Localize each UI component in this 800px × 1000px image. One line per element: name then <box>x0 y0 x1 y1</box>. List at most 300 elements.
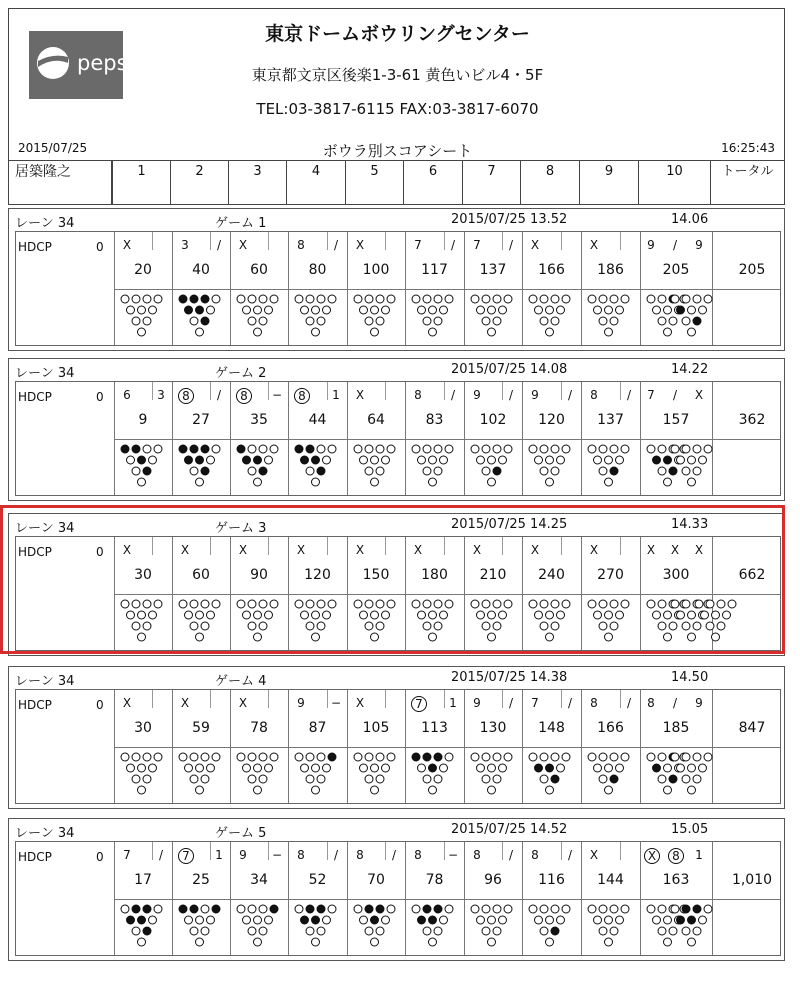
game-2 <box>8 358 785 501</box>
frame-1-ball-2 <box>154 696 168 710</box>
pin-6 <box>557 306 565 314</box>
frame-5-score: 105 <box>362 720 390 736</box>
pin-6 <box>616 916 624 924</box>
pin-7 <box>248 775 256 783</box>
frame-3-ball-1: X <box>238 238 248 252</box>
pin-2 <box>693 905 701 913</box>
frame-9-ball-1: X <box>589 238 599 252</box>
pin-5 <box>196 916 204 924</box>
ball-divider <box>561 382 562 400</box>
pin-3 <box>270 753 278 761</box>
pin-diagram <box>470 294 514 342</box>
bowler-name: 居築隆之 <box>8 160 112 205</box>
frame-number-9: 9 <box>579 160 639 205</box>
pin-7 <box>423 927 431 935</box>
pin-7 <box>248 467 256 475</box>
pin-4 <box>535 764 543 772</box>
pin-5 <box>688 916 696 924</box>
pin-4 <box>594 916 602 924</box>
pin-2 <box>376 295 384 303</box>
ball-divider <box>620 232 621 250</box>
pin-1 <box>599 445 607 453</box>
frame-5-ball-1: X <box>355 238 365 252</box>
frame-6-ball-2: 1 <box>449 696 457 710</box>
pin-8 <box>693 927 701 935</box>
pin-1 <box>365 905 373 913</box>
pin-6 <box>149 916 157 924</box>
pin-2 <box>434 905 442 913</box>
pin-6 <box>382 764 390 772</box>
frame-6-ball-2: / <box>450 238 456 252</box>
frame-8-ball-2 <box>563 238 577 252</box>
pin-4 <box>535 456 543 464</box>
frame-6-score: 83 <box>425 412 444 428</box>
pin-4 <box>418 306 426 314</box>
pin-8 <box>551 927 559 935</box>
frame-9-ball-1: X <box>589 543 599 557</box>
pin-7 <box>540 317 548 325</box>
pin-diagram <box>528 294 572 342</box>
pin-7 <box>365 467 373 475</box>
game-end: 14.33 <box>671 517 709 532</box>
frame-2-score: 59 <box>192 720 210 736</box>
ball-divider <box>385 232 386 250</box>
pin-8 <box>143 317 151 325</box>
frame-1-ball-2: 3 <box>157 388 165 402</box>
pin-9 <box>312 938 320 946</box>
pin-diagram-svg <box>294 444 338 488</box>
game-1 <box>8 208 785 351</box>
pin-diagram <box>528 904 572 952</box>
pin-5 <box>688 456 696 464</box>
pin-3 <box>621 753 629 761</box>
hdcp-label: HDCP <box>18 545 52 559</box>
pin-9 <box>488 938 496 946</box>
pin-5 <box>138 456 146 464</box>
pin-diagram-svg <box>236 294 280 338</box>
pin-0 <box>529 905 537 913</box>
pin-5 <box>312 916 320 924</box>
pin-1 <box>658 905 666 913</box>
pin-5 <box>488 916 496 924</box>
pin-9 <box>254 478 262 486</box>
pin-6 <box>499 456 507 464</box>
frame-1-ball-1: X <box>122 696 132 710</box>
pin-3 <box>154 445 162 453</box>
pin-4 <box>301 456 309 464</box>
frame-10-ball-1: X <box>646 543 656 557</box>
pin-9 <box>546 786 554 794</box>
frame-1-score: 30 <box>134 720 152 736</box>
ball-divider <box>268 382 269 400</box>
frame-2-score: 60 <box>192 567 210 583</box>
pin-5 <box>138 764 146 772</box>
ball-divider <box>152 232 153 250</box>
pin-6 <box>699 306 707 314</box>
pin-1 <box>599 753 607 761</box>
ball-divider <box>502 690 503 708</box>
pin-8 <box>143 467 151 475</box>
pin-3 <box>328 295 336 303</box>
pin-9 <box>371 328 379 336</box>
pin-diagram-svg <box>178 444 222 488</box>
frame-9-ball-1: 8 <box>590 388 598 402</box>
frame-8-score: 166 <box>538 262 565 278</box>
pin-0 <box>354 445 362 453</box>
pin-7 <box>540 775 548 783</box>
pin-1 <box>599 905 607 913</box>
ball-divider <box>444 690 445 708</box>
frame-7-score: 130 <box>479 720 507 736</box>
frame-4-ball-1: 8 <box>297 848 305 862</box>
frame-9-ball-2: / <box>626 388 632 402</box>
pin-4 <box>127 306 135 314</box>
pin-7 <box>248 317 256 325</box>
pin-diagram <box>294 904 338 952</box>
pin-7 <box>132 775 140 783</box>
pin-4 <box>594 306 602 314</box>
pin-8 <box>693 775 701 783</box>
pin-2 <box>493 753 501 761</box>
frame-number-3: 3 <box>228 160 287 205</box>
pin-0 <box>237 295 245 303</box>
pin-7 <box>658 467 666 475</box>
pin-5 <box>371 764 379 772</box>
pin-1 <box>132 753 140 761</box>
pin-diagram-svg <box>353 752 397 796</box>
game-total: 662 <box>738 567 766 583</box>
pin-4 <box>535 916 543 924</box>
ball-divider <box>210 842 211 860</box>
pin-0 <box>121 753 129 761</box>
pin-2 <box>201 295 209 303</box>
pin-3 <box>328 905 336 913</box>
pin-diagram-svg <box>411 904 455 948</box>
pin-8 <box>434 467 442 475</box>
ball-divider <box>152 842 153 860</box>
pin-8 <box>551 317 559 325</box>
frame-7-ball-1: 7 <box>473 238 481 252</box>
frame-1-ball-2: / <box>158 848 164 862</box>
pin-0 <box>588 905 596 913</box>
frame-6-score: 180 <box>421 567 448 583</box>
pin-diagram <box>353 444 397 492</box>
pin-7 <box>190 775 198 783</box>
ball-divider <box>561 842 562 860</box>
sheet-header <box>8 8 785 161</box>
frame-10-ball-1: X <box>644 848 660 864</box>
frame-5-score: 70 <box>367 872 385 888</box>
pin-3 <box>621 295 629 303</box>
pin-0 <box>588 295 596 303</box>
ball-divider <box>620 382 621 400</box>
pin-0 <box>237 905 245 913</box>
pin-5 <box>254 764 262 772</box>
pin-6 <box>382 456 390 464</box>
pin-5 <box>138 916 146 924</box>
pin-diagram-svg <box>236 752 280 796</box>
pin-0 <box>295 445 303 453</box>
pin-diagram <box>670 752 714 800</box>
pin-diagram-svg <box>236 444 280 488</box>
pin-diagram-svg <box>236 904 280 948</box>
game-end: 14.50 <box>671 670 709 685</box>
pin-0 <box>121 905 129 913</box>
frame-number-1: 1 <box>112 160 171 205</box>
pin-9 <box>371 938 379 946</box>
pin-1 <box>482 445 490 453</box>
pin-4 <box>301 306 309 314</box>
game-label: ゲーム 3 <box>215 521 267 536</box>
frame-1-ball-1: 6 <box>123 388 131 402</box>
game-grid <box>15 381 781 496</box>
pin-6 <box>499 764 507 772</box>
frame-3-ball-2 <box>270 238 284 252</box>
pin-diagram <box>587 752 631 800</box>
frame-8-ball-1: X <box>530 543 540 557</box>
pin-diagram-svg <box>470 294 514 338</box>
pin-diagram-svg <box>178 752 222 796</box>
frame-10-ball-2: / <box>672 696 678 710</box>
pin-diagram <box>470 444 514 492</box>
pin-9 <box>688 786 696 794</box>
lane-label: レーン 34 <box>15 826 75 841</box>
pin-5 <box>546 916 554 924</box>
pin-6 <box>557 764 565 772</box>
frame-3-score: 35 <box>250 412 268 428</box>
pin-1 <box>248 753 256 761</box>
pin-diagram-svg <box>353 444 397 488</box>
pin-2 <box>493 445 501 453</box>
pin-7 <box>482 927 490 935</box>
pin-5 <box>312 456 320 464</box>
pin-0 <box>412 905 420 913</box>
pin-diagram-svg <box>411 752 455 796</box>
pin-0 <box>647 905 655 913</box>
frame-10-ball-3: 1 <box>695 848 703 862</box>
pin-0 <box>412 445 420 453</box>
frame-5-ball-2 <box>387 696 401 710</box>
pin-7 <box>682 317 690 325</box>
pin-0 <box>412 753 420 761</box>
frame-1-ball-1: X <box>122 238 132 252</box>
pin-3 <box>704 905 712 913</box>
pin-diagram-svg <box>411 294 455 338</box>
game-start: 2015/07/25 14.25 <box>451 517 568 532</box>
frame-2-ball-2: / <box>216 238 222 252</box>
pin-3 <box>154 295 162 303</box>
pin-9 <box>429 938 437 946</box>
pin-5 <box>254 306 262 314</box>
frame-5-ball-1: X <box>355 696 365 710</box>
frame-4-score: 120 <box>304 567 331 583</box>
pin-1 <box>482 753 490 761</box>
pin-0 <box>529 295 537 303</box>
pin-1 <box>306 905 314 913</box>
frame-10-ball-1: 8 <box>647 696 655 710</box>
pin-5 <box>254 916 262 924</box>
pin-8 <box>317 317 325 325</box>
pin-4 <box>301 916 309 924</box>
pin-0 <box>471 295 479 303</box>
pin-6 <box>265 764 273 772</box>
pin-0 <box>471 905 479 913</box>
sheet-date: 2015/07/25 <box>18 141 88 155</box>
pin-1 <box>682 905 690 913</box>
frame-number-10: 10 <box>638 160 711 205</box>
pin-0 <box>671 753 679 761</box>
ball-divider <box>210 232 211 250</box>
ball-divider <box>268 232 269 250</box>
frame-6-ball-1: 7 <box>414 238 422 252</box>
frame-4-score: 87 <box>308 720 327 736</box>
pin-3 <box>445 295 453 303</box>
pin-8 <box>434 927 442 935</box>
pin-5 <box>688 764 696 772</box>
pin-5 <box>605 764 613 772</box>
frame-8-ball-2: / <box>567 848 573 862</box>
pin-8 <box>376 317 384 325</box>
frame-4-score: 52 <box>308 872 327 888</box>
pin-0 <box>121 295 129 303</box>
frame-6-score: 117 <box>421 262 448 278</box>
pin-diagram-svg <box>178 904 222 948</box>
pin-6 <box>207 456 215 464</box>
pin-5 <box>371 916 379 924</box>
pepsi-wordmark: pepsi <box>77 51 134 75</box>
frame-number-8: 8 <box>520 160 580 205</box>
pin-7 <box>599 467 607 475</box>
pin-diagram <box>294 294 338 342</box>
frame-7-ball-1: 9 <box>473 388 481 402</box>
pin-1 <box>365 753 373 761</box>
frame-7-ball-2: / <box>508 238 514 252</box>
pin-0 <box>412 295 420 303</box>
pin-7 <box>423 317 431 325</box>
pin-diagram-svg <box>528 904 572 948</box>
hdcp-value: 0 <box>96 390 104 404</box>
pin-9 <box>312 478 320 486</box>
pin-5 <box>371 456 379 464</box>
pin-diagram <box>353 294 397 342</box>
pin-diagram <box>353 752 397 800</box>
pin-3 <box>212 905 220 913</box>
pin-diagram <box>353 904 397 952</box>
hdcp-label: HDCP <box>18 390 52 404</box>
pin-diagram <box>236 752 280 800</box>
pin-5 <box>546 456 554 464</box>
pin-4 <box>185 306 193 314</box>
pin-diagram <box>294 444 338 492</box>
ball-divider <box>210 690 211 708</box>
frame-4-ball-1: 9 <box>297 696 305 710</box>
pin-9 <box>371 786 379 794</box>
pin-7 <box>540 467 548 475</box>
pin-5 <box>488 764 496 772</box>
pin-diagram-svg <box>470 444 514 488</box>
pin-4 <box>535 306 543 314</box>
frame-8-score: 116 <box>538 872 565 888</box>
frame-number-5: 5 <box>345 160 404 205</box>
frame-2-ball-1: X <box>180 696 190 710</box>
pin-5 <box>371 306 379 314</box>
game-5 <box>8 818 785 961</box>
lane-label: レーン 34 <box>15 366 75 381</box>
pin-diagram-svg <box>670 752 714 796</box>
pin-6 <box>323 306 331 314</box>
ball-divider <box>502 382 503 400</box>
frame-9-score: 166 <box>597 720 624 736</box>
frame-7-score: 102 <box>479 412 507 428</box>
pin-2 <box>376 445 384 453</box>
pin-7 <box>132 317 140 325</box>
pin-0 <box>179 753 187 761</box>
pin-9 <box>546 938 554 946</box>
hdcp-label: HDCP <box>18 698 52 712</box>
pin-7 <box>190 317 198 325</box>
pin-2 <box>693 295 701 303</box>
pin-0 <box>179 905 187 913</box>
pin-0 <box>529 753 537 761</box>
game-grid <box>15 231 781 346</box>
pin-8 <box>551 467 559 475</box>
pin-3 <box>387 905 395 913</box>
hdcp-label: HDCP <box>18 240 52 254</box>
pin-3 <box>621 445 629 453</box>
frame-10-ball-2: / <box>672 238 678 252</box>
pin-diagram-svg <box>587 294 631 338</box>
pin-9 <box>688 938 696 946</box>
pin-2 <box>376 905 384 913</box>
pin-6 <box>699 764 707 772</box>
pin-7 <box>540 927 548 935</box>
frame-1-ball-2 <box>154 238 168 252</box>
pin-0 <box>588 445 596 453</box>
hdcp-value: 0 <box>96 698 104 712</box>
pin-8 <box>201 467 209 475</box>
frame-8-ball-1: 9 <box>531 388 539 402</box>
pin-9 <box>254 938 262 946</box>
pin-diagram <box>178 294 222 342</box>
pin-diagram <box>411 752 455 800</box>
pin-diagram <box>587 444 631 492</box>
pin-8 <box>317 467 325 475</box>
pin-8 <box>376 775 384 783</box>
pin-5 <box>546 306 554 314</box>
frame-10-score: 163 <box>662 872 690 888</box>
pin-3 <box>445 445 453 453</box>
frame-9-score: 186 <box>597 262 624 278</box>
grid-hline <box>114 289 780 290</box>
pin-5 <box>196 456 204 464</box>
pin-2 <box>376 753 384 761</box>
pin-1 <box>248 445 256 453</box>
pin-9 <box>138 478 146 486</box>
game-label: ゲーム 4 <box>215 674 267 689</box>
pin-diagram <box>178 444 222 492</box>
pin-7 <box>599 927 607 935</box>
pin-3 <box>562 295 570 303</box>
frame-3-ball-2 <box>270 696 284 710</box>
pin-1 <box>540 295 548 303</box>
game-grid <box>15 689 781 804</box>
pin-4 <box>677 764 685 772</box>
pin-4 <box>360 764 368 772</box>
pin-7 <box>682 927 690 935</box>
pin-7 <box>248 927 256 935</box>
frame-number-7: 7 <box>462 160 521 205</box>
pin-6 <box>616 306 624 314</box>
